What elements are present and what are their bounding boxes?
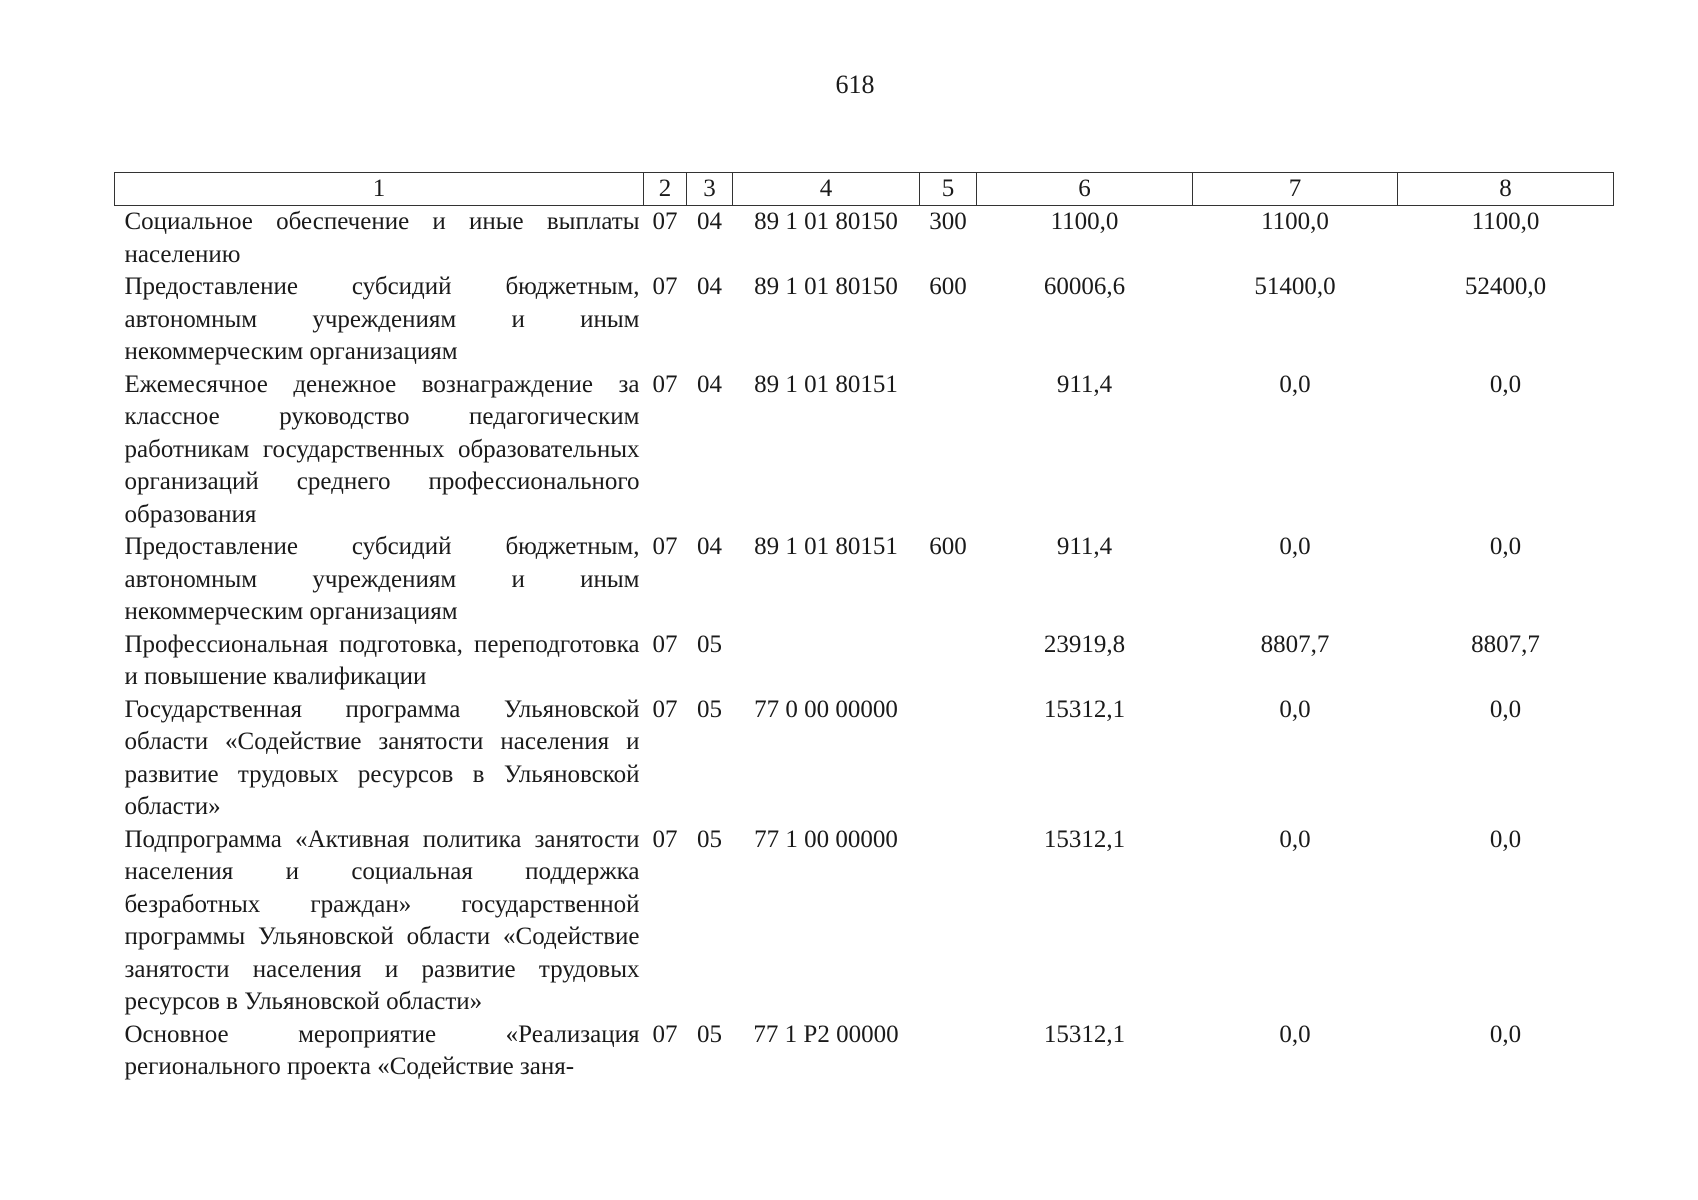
row-subsection: 05 — [697, 630, 722, 658]
row-expense-type: 300 — [929, 208, 967, 235]
row-target-code: 77 0 00 00000 — [754, 695, 898, 723]
row-section: 07 — [652, 273, 678, 300]
row-amount-col6: 911,4 — [1056, 370, 1113, 398]
header-col-5: 5 — [920, 173, 977, 206]
row-description: Основное мероприятие «Реализация регионального проекта «Содействие заня- — [124, 1020, 640, 1080]
row-section: 07 — [652, 825, 678, 853]
row-amount-col7: 0,0 — [1279, 825, 1311, 853]
header-col-2: 2 — [644, 173, 687, 206]
row-description: Предоставление субсидий бюджетным, автономным учреждениям и иным некоммерческим организациям — [124, 273, 640, 365]
row-expense-type — [920, 629, 977, 694]
row-target-code: 89 1 01 80150 — [754, 208, 898, 235]
header-col-6: 6 — [977, 173, 1193, 206]
row-target-code: 89 1 01 80151 — [754, 370, 898, 398]
row-expense-type — [920, 369, 977, 532]
table-row — [115, 271, 1614, 369]
row-description: Ежемесячное денежное вознаграждение за классное руководство педагогическим работникам государственных образовательных организаций среднего профессионального образования — [124, 370, 640, 528]
row-amount-col6: 15312,1 — [1043, 825, 1126, 853]
header-col-8: 8 — [1398, 173, 1614, 206]
row-description: Предоставление субсидий бюджетным, автономным учреждениям и иным некоммерческим организациям — [124, 533, 640, 625]
row-target-code — [733, 629, 920, 694]
row-target-code: 77 1 00 00000 — [754, 825, 898, 853]
row-expense-type — [920, 694, 977, 824]
row-amount-col6: 911,4 — [1056, 533, 1113, 560]
table-row — [115, 1019, 1614, 1084]
table-row — [115, 694, 1614, 824]
row-section: 07 — [652, 533, 678, 560]
row-subsection: 04 — [697, 208, 722, 235]
header-col-1: 1 — [115, 173, 644, 206]
row-target-code: 89 1 01 80150 — [754, 273, 898, 300]
budget-table — [114, 172, 1614, 1084]
row-amount-col8: 1100,0 — [1471, 208, 1540, 235]
row-amount-col8: 0,0 — [1489, 695, 1522, 723]
table-row — [115, 206, 1614, 272]
row-amount-col6: 15312,1 — [1043, 1020, 1126, 1048]
row-amount-col6: 23919,8 — [1043, 630, 1126, 658]
row-amount-col7: 0,0 — [1279, 1020, 1311, 1048]
row-expense-type: 600 — [929, 533, 967, 560]
table-row — [115, 824, 1614, 1019]
row-subsection: 05 — [697, 695, 722, 723]
header-col-7: 7 — [1193, 173, 1398, 206]
row-description: Социальное обеспечение и иные выплаты населению — [124, 208, 640, 268]
table-row — [115, 629, 1614, 694]
row-amount-col8: 52400,0 — [1464, 273, 1547, 300]
row-amount-col7: 0,0 — [1279, 370, 1311, 398]
header-col-3: 3 — [687, 173, 733, 206]
row-expense-type — [920, 1019, 977, 1084]
row-section: 07 — [652, 695, 678, 723]
page-number: 618 — [835, 70, 875, 99]
row-amount-col7: 1100,0 — [1261, 208, 1329, 235]
row-target-code: 77 1 P2 00000 — [753, 1020, 899, 1048]
row-amount-col8: 8807,7 — [1471, 630, 1540, 658]
row-section: 07 — [652, 370, 678, 398]
row-amount-col7: 8807,7 — [1260, 630, 1330, 658]
row-amount-col7: 51400,0 — [1254, 273, 1336, 300]
row-amount-col6: 1100,0 — [1050, 208, 1119, 235]
row-section: 07 — [652, 630, 678, 658]
header-col-4: 4 — [733, 173, 920, 206]
row-description: Государственная программа Ульяновской области «Содействие занятости населения и развитие трудовых ресурсов в Ульяновской области» — [124, 695, 640, 820]
row-amount-col6: 15312,1 — [1043, 695, 1126, 723]
row-amount-col7: 0,0 — [1279, 695, 1311, 723]
row-subsection: 04 — [697, 533, 722, 560]
row-subsection: 05 — [697, 1020, 722, 1048]
header-row — [115, 173, 1614, 206]
row-amount-col8: 0,0 — [1489, 533, 1522, 560]
table-row — [115, 531, 1614, 629]
row-description: Профессиональная подготовка, переподготовка и повышение квалификации — [124, 630, 640, 690]
row-target-code: 89 1 01 80151 — [754, 533, 898, 560]
row-subsection: 05 — [697, 825, 722, 853]
row-amount-col8: 0,0 — [1489, 1020, 1522, 1048]
row-subsection: 04 — [697, 370, 722, 398]
row-section: 07 — [652, 1020, 678, 1048]
row-amount-col6: 60006,6 — [1043, 273, 1126, 300]
row-amount-col8: 0,0 — [1489, 370, 1522, 398]
row-amount-col8: 0,0 — [1489, 825, 1522, 853]
row-expense-type — [920, 824, 977, 1019]
row-subsection: 04 — [697, 273, 722, 300]
table-row — [115, 369, 1614, 532]
row-section: 07 — [652, 208, 678, 235]
row-expense-type: 600 — [929, 273, 967, 300]
row-description: Подпрограмма «Активная политика занятости населения и социальная поддержка безработных граждан» государственной программы Ульяновской области «Содействие занятости населения и развитие трудовых ресурсов в Ульяновской области» — [124, 825, 640, 1015]
row-amount-col7: 0,0 — [1279, 533, 1311, 560]
